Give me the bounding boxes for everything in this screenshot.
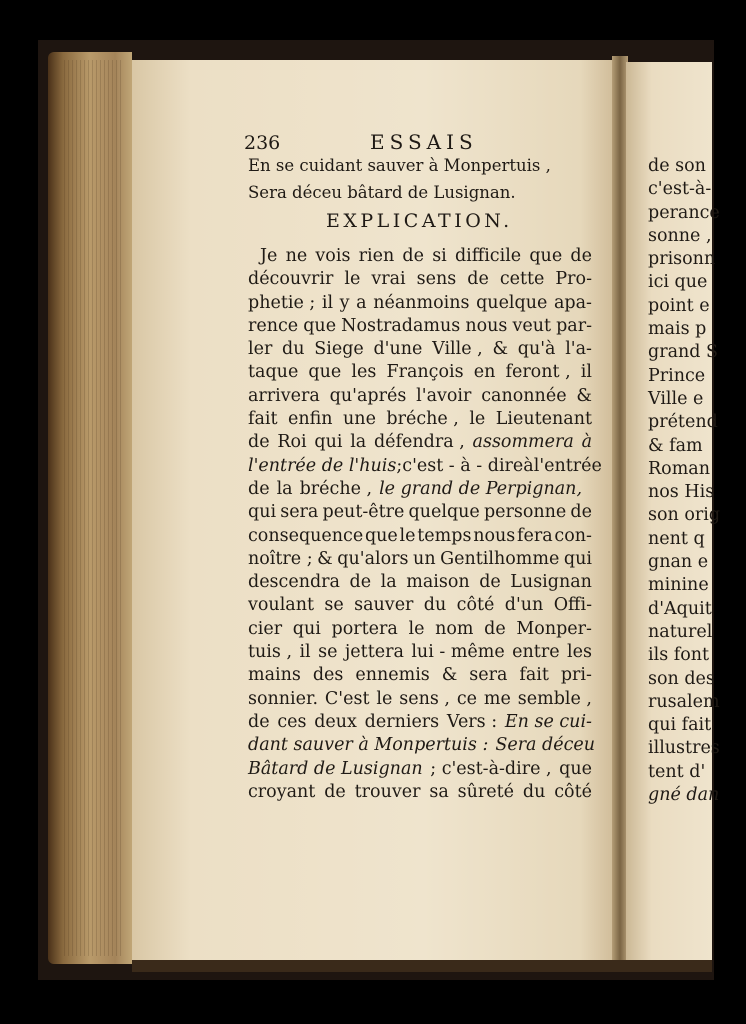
word: enfin [288,409,333,430]
word: se [318,642,338,663]
word: à [523,455,534,476]
word: l'entrée de l'huis [248,455,397,476]
word: C'est [324,688,370,709]
word: & [492,339,509,360]
word: croyant [248,781,316,802]
facing-text-line: nos His [648,482,715,503]
word: à [581,432,592,453]
text-line [248,781,592,804]
word: Monper- [516,618,592,639]
word: rence [248,315,299,336]
facing-text-line: ils font [648,645,710,666]
text-line [248,385,592,408]
word: cier [248,618,283,639]
word: sûreté [457,781,515,802]
facing-text-line: illustres [648,738,720,759]
word: de [248,711,270,732]
facing-text-line: Prince [648,365,706,386]
word: ; [396,455,403,476]
word: quelque [476,292,548,313]
word: taque [248,362,299,383]
word: le [399,525,416,546]
word: me [483,688,511,709]
word: Gentilhomme [440,548,560,569]
word: a [356,292,367,313]
word: Lieutenant [495,409,592,430]
word: apa- [553,292,592,313]
text-line [248,641,592,664]
word: qu'aprés [329,385,407,406]
facing-text-line: tent d' [648,761,706,782]
word: feront , [505,362,571,383]
word: sera [280,502,319,523]
word: qu'à [517,339,556,360]
word: semble , [517,688,592,709]
word: mains [248,665,301,686]
word: ; c'est-à-dire , [430,758,552,779]
word: peut-être [322,502,405,523]
facing-text-line: Ville e [648,388,704,409]
word: deux [314,711,357,732]
facing-text-line: qui fait [648,715,712,736]
word: entre [512,642,560,663]
word: côté [456,595,495,616]
word: tuis , [248,642,293,663]
word: les [351,362,377,383]
word: de [484,618,506,639]
facing-text-line: gné dan [648,785,720,806]
facing-text-line: naturel [648,621,713,642]
page-number: 236 [244,132,281,154]
word: de [248,432,270,453]
facing-text-line: Roman [648,458,711,479]
word: de [349,572,372,593]
word: par- [556,315,592,336]
word: noître ; [248,548,313,569]
word: sens [416,269,457,290]
word: d'une [373,339,423,360]
section-heading: EXPLICATION. [326,210,513,232]
text-line [248,711,592,734]
word: dant sauver à Monpertuis : [248,735,489,756]
verse-line-1: En se cuidant sauver à Monpertuis , [248,156,551,175]
facing-text-line: mais p [648,319,707,340]
word: cette [499,269,545,290]
word: canonnée [481,385,567,406]
text-line [248,618,592,641]
word: côté [554,781,592,802]
word: de [570,502,592,523]
word: d'un [504,595,544,616]
word: portera [331,618,398,639]
word: sera [469,665,508,686]
word: rien [358,246,395,266]
word: de [324,781,346,802]
word: sens , [399,688,450,709]
word: qu'alors [337,548,409,569]
word: vois [315,246,351,266]
word: qui [563,548,592,569]
word: phetie ; [248,292,316,313]
text-line [248,338,592,361]
text-line [248,758,592,781]
text-line [248,688,592,711]
word: veut [512,315,552,336]
word: ne [285,246,308,266]
word: l'avoir [416,385,472,406]
word: maison [406,572,470,593]
facing-text-line: d'Aquit [648,598,712,619]
text-line [248,664,592,687]
word: lui - même [411,642,505,663]
word: découvrir [248,269,334,290]
facing-text-line: gnan e [648,552,709,573]
word: se [324,595,344,616]
word: les [567,642,592,663]
facing-text-line: point e [648,295,710,316]
word: néanmoins [373,292,470,313]
word: Siege [314,339,364,360]
facing-page-text [648,155,721,807]
facing-text-line: grand S [648,342,719,363]
word: consequence [248,525,364,546]
word: fera [517,525,553,546]
word: du [423,595,447,616]
facing-text-line: de son [648,156,706,176]
facing-text-line: sonne , [648,225,712,246]
word: quelque [408,502,480,523]
text-line [248,525,592,548]
word: & [576,385,592,406]
word: con- [554,525,592,546]
word: En se cui- [504,711,592,732]
facing-text-line: prétend [648,412,718,433]
word: c'est - à - dire [402,455,524,476]
word: & [317,548,333,569]
word: Ville , [432,339,483,360]
text-line [248,431,592,454]
text-line [248,292,592,315]
word: qui [314,432,343,453]
word: du [282,339,305,360]
text-line [248,478,592,501]
word: y [339,292,350,313]
word: Sera déceu [495,735,596,756]
facing-text-line: prisonn [648,249,716,270]
word: trouver [354,781,421,802]
word: Je [260,246,278,266]
word: Lusignan [510,572,592,593]
facing-text-line: son orig [648,505,721,526]
word: défendra , [373,432,465,453]
word: temps [417,525,472,546]
word: qui [248,502,277,523]
verse-line-2: Sera déceu bâtard de Lusignan. [248,183,516,202]
word: qui [292,618,321,639]
word: que [559,758,592,779]
word: difficile [454,246,522,266]
word: vrai [371,269,406,290]
word: pri- [560,665,592,686]
word: nous [465,315,508,336]
word: sauver [354,595,414,616]
word: ennemis [355,665,430,686]
word: assommera [472,432,574,453]
text-line [248,501,592,524]
facing-text-line: c'est-à- [648,179,712,200]
word: Nostradamus [341,315,461,336]
word: & [441,665,458,686]
word: Roi [277,432,307,453]
word: Offi- [553,595,592,616]
facing-text-line: perance [648,202,720,223]
word: Bâtard de Lusignan [248,758,423,779]
word: le [408,618,425,639]
word: jettera [344,642,404,663]
word: François [386,362,464,383]
word: la [276,478,293,499]
word: nous [473,525,516,546]
facing-text-line: minine [648,575,709,596]
text-line [248,594,592,617]
word: le [376,688,393,709]
word: nom [435,618,474,639]
word: un [413,548,436,569]
facing-text-line: son des [648,668,715,689]
text-line [248,315,592,338]
body-text [248,245,602,804]
word: de [467,269,489,290]
word: en [473,362,496,383]
word: bréche , [299,478,373,499]
word: que [303,315,337,336]
text-line [248,361,592,384]
facing-text-line: ici que [648,272,708,293]
word: sa [429,781,449,802]
word: ce [456,688,478,709]
text-line [248,455,602,478]
facing-text-line: & fam [648,435,703,456]
word: que [364,525,398,546]
word: derniers [364,711,440,732]
word: de [570,246,592,266]
word: fait [248,409,278,430]
page-edge-texture [64,60,124,956]
word: l'a- [565,339,592,360]
word: arrivera [248,385,320,406]
word: sonnier. [248,688,319,709]
word: voulant [248,595,315,616]
word: Pro- [555,269,592,290]
word: que [529,246,563,266]
word: la [350,432,367,453]
word: il [580,362,592,383]
word: fait [519,665,549,686]
word: des [312,665,344,686]
word: que [308,362,342,383]
facing-text-line: rusalem [648,691,720,712]
word: ler [248,339,273,360]
word: la [380,572,397,593]
word: une [343,409,376,430]
word: de [248,478,270,499]
text-line [248,268,592,291]
text-line [248,548,592,571]
word: le grand de Perpignan, [379,478,583,499]
word: ces [277,711,307,732]
text-line [248,408,592,431]
book-bottom-edge [132,960,712,972]
word: le [344,269,361,290]
word: l'entrée [533,455,602,476]
word: personne [483,502,567,523]
text-line [248,245,592,268]
word: il [299,642,311,663]
word: descendra [248,572,340,593]
text-line [248,571,592,594]
word: Vers : [446,711,498,732]
word: si [432,246,447,266]
facing-text-line: nent q [648,528,705,549]
running-head: ESSAIS [370,130,478,154]
word: il [321,292,334,313]
word: du [522,781,546,802]
word: de [479,572,501,593]
word: le [469,409,486,430]
text-line [248,734,596,757]
word: bréche , [386,409,459,430]
word: de [402,246,424,266]
